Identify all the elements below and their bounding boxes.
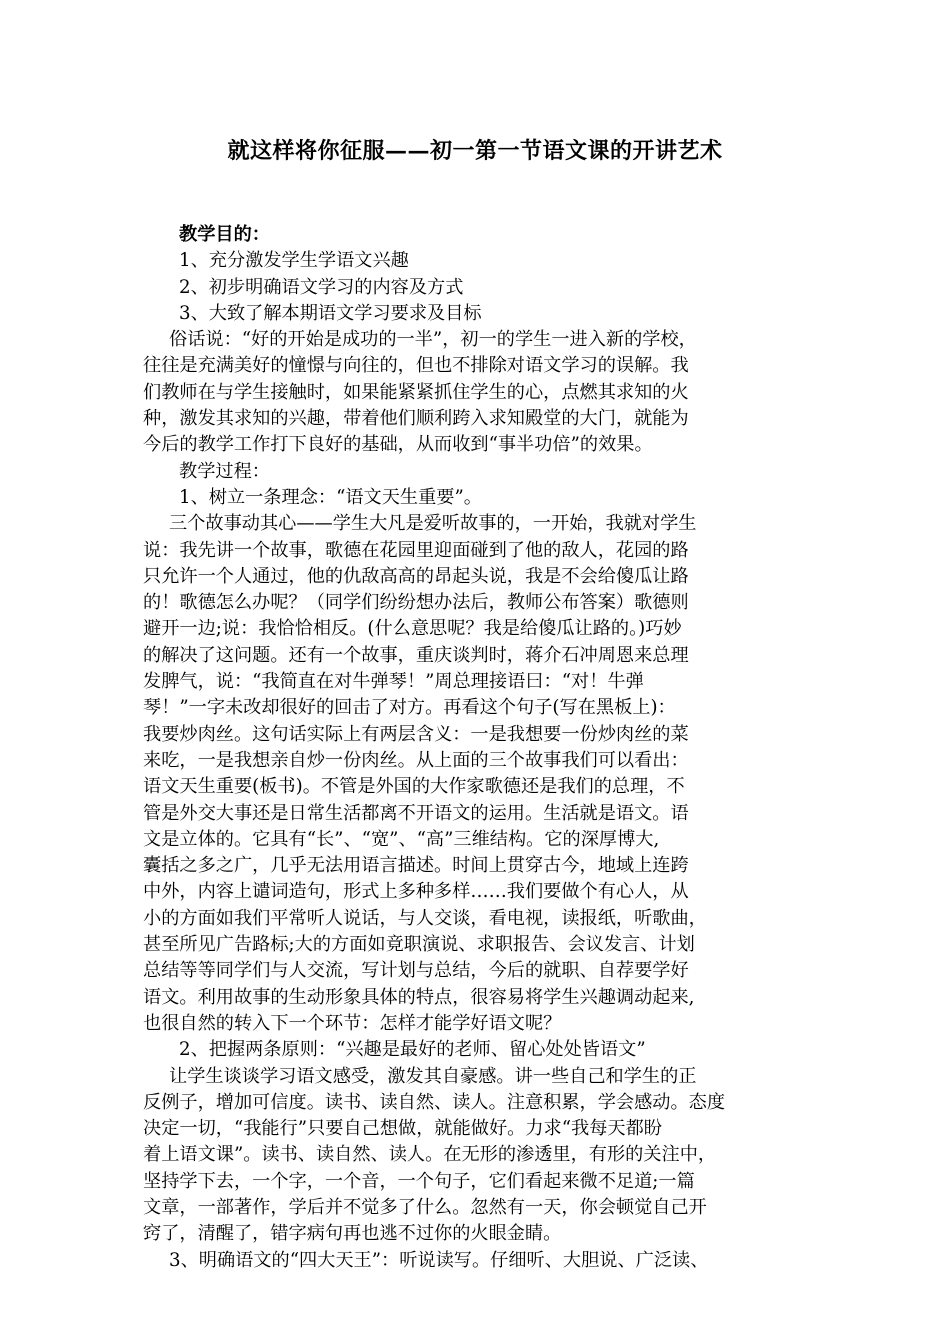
section2-line: 反例子，增加可信度。读书、读自然、读人。注意积累，学会感动。态度 bbox=[143, 1091, 726, 1113]
section1-heading: 1、树立一条理念：“语文天生重要”。 bbox=[179, 486, 482, 508]
objective-item: 2、初步明确语文学习的内容及方式 bbox=[179, 276, 464, 298]
section1-line: 甚至所见广告路标;大的方面如竟职演说、求职报告、会议发言、计划 bbox=[143, 934, 695, 956]
section2-line: 文章，一部著作，学后并不觉多了什么。忽然有一天，你会顿觉自己开 bbox=[143, 1196, 707, 1218]
section2-line: 窍了，清醒了，错字病句再也逃不过你的火眼金睛。 bbox=[143, 1223, 562, 1245]
section1-line: 管是外交大事还是日常生活都离不开语文的运用。生活就是语文。语 bbox=[143, 802, 689, 824]
section3-line: 3、明确语文的“四大天王”：听说读写。仔细听、大胆说、广泛读、 bbox=[169, 1249, 709, 1271]
section2-heading: 2、把握两条原则：“兴趣是最好的老师、留心处处皆语文” bbox=[179, 1039, 646, 1061]
section1-line: 的解决了这问题。还有一个故事，重庆谈判时，蒋介石冲周恩来总理 bbox=[143, 644, 689, 666]
section1-line: 避开一边;说：我恰恰相反。(什么意思呢？我是给傻瓜让路的。)巧妙 bbox=[143, 618, 682, 640]
section1-line: 琴！”一字未改却很好的回击了对方。再看这个句子(写在黑板上)： bbox=[143, 697, 676, 719]
objective-item: 1、充分激发学生学语文兴趣 bbox=[179, 250, 409, 272]
section1-line: 我要炒肉丝。这句话实际上有两层含义：一是我想要一份炒肉丝的菜 bbox=[143, 723, 689, 745]
intro-line: 今后的教学工作打下良好的基础，从而收到“事半功倍”的效果。 bbox=[143, 434, 653, 456]
section1-line: 三个故事动其心——学生大凡是爱听故事的，一开始，我就对学生 bbox=[169, 513, 697, 535]
section1-line: 语文天生重要(板书)。不管是外国的大作家歌德还是我们的总理，不 bbox=[143, 776, 685, 798]
objective-item: 3、大致了解本期语文学习要求及目标 bbox=[179, 302, 482, 324]
section1-line: 囊括之多之广，几乎无法用语言描述。时间上贯穿古今，地域上连跨 bbox=[143, 855, 689, 877]
section1-line: 发脾气，说：“我简直在对牛弹琴！”周总理接语曰：“对！牛弹 bbox=[143, 671, 644, 693]
section1-line: 总结等等同学们与人交流，写计划与总结，今后的就职、自荐要学好 bbox=[143, 960, 689, 982]
intro-line: 们教师在与学生接触时，如果能紧紧抓住学生的心，点燃其求知的火 bbox=[143, 381, 689, 403]
section1-line: 的！歌德怎么办呢？（同学们纷纷想办法后，教师公布答案）歌德则 bbox=[143, 592, 689, 614]
section2-line: 让学生谈谈学习语文感受，激发其自豪感。讲一些自己和学生的正 bbox=[169, 1065, 697, 1087]
section1-line: 也很自然的转入下一个环节：怎样才能学好语文呢？ bbox=[143, 1012, 562, 1034]
document-title: 就这样将你征服——初一第一节语文课的开讲艺术 bbox=[227, 138, 723, 164]
intro-line: 往往是充满美好的憧憬与向往的，但也不排除对语文学习的误解。我 bbox=[143, 355, 689, 377]
process-heading: 教学过程： bbox=[179, 460, 270, 482]
intro-line: 种，激发其求知的兴趣，带着他们顺利跨入求知殿堂的大门，就能为 bbox=[143, 408, 689, 430]
section1-line: 来吃，一是我想亲自炒一份肉丝。从上面的三个故事我们可以看出： bbox=[143, 749, 689, 771]
section2-line: 决定一切，“我能行”只要自己想做，就能做好。力求“我每天都盼 bbox=[143, 1118, 662, 1140]
section2-line: 着上语文课”。读书、读自然、读人。在无形的渗透里，有形的关注中， bbox=[143, 1144, 717, 1166]
section1-line: 说：我先讲一个故事，歌德在花园里迎面碰到了他的敌人，花园的路 bbox=[143, 539, 689, 561]
section1-line: 中外，内容上谴词造句，形式上多种多样……我们要做个有心人，从 bbox=[143, 881, 689, 903]
intro-line: 俗话说：“好的开始是成功的一半”，初一的学生一进入新的学校， bbox=[169, 329, 697, 351]
objectives-heading: 教学目的： bbox=[179, 224, 270, 245]
document-body bbox=[143, 222, 809, 1274]
section1-line: 文是立体的。它具有“长”、“宽”、“高”三维结构。它的深厚博大, bbox=[143, 828, 660, 850]
section1-line: 只允许一个人通过，他的仇敌高高的昂起头说，我是不会给傻瓜让路 bbox=[143, 565, 689, 587]
section2-line: 坚持学下去，一个字，一个音，一个句子，它们看起来微不足道;一篇 bbox=[143, 1170, 695, 1192]
section1-line: 小的方面如我们平常听人说话，与人交谈，看电视，读报纸，听歌曲， bbox=[143, 907, 707, 929]
section1-line: 语文。利用故事的生动形象具体的特点，很容易将学生兴趣调动起来, bbox=[143, 986, 695, 1008]
